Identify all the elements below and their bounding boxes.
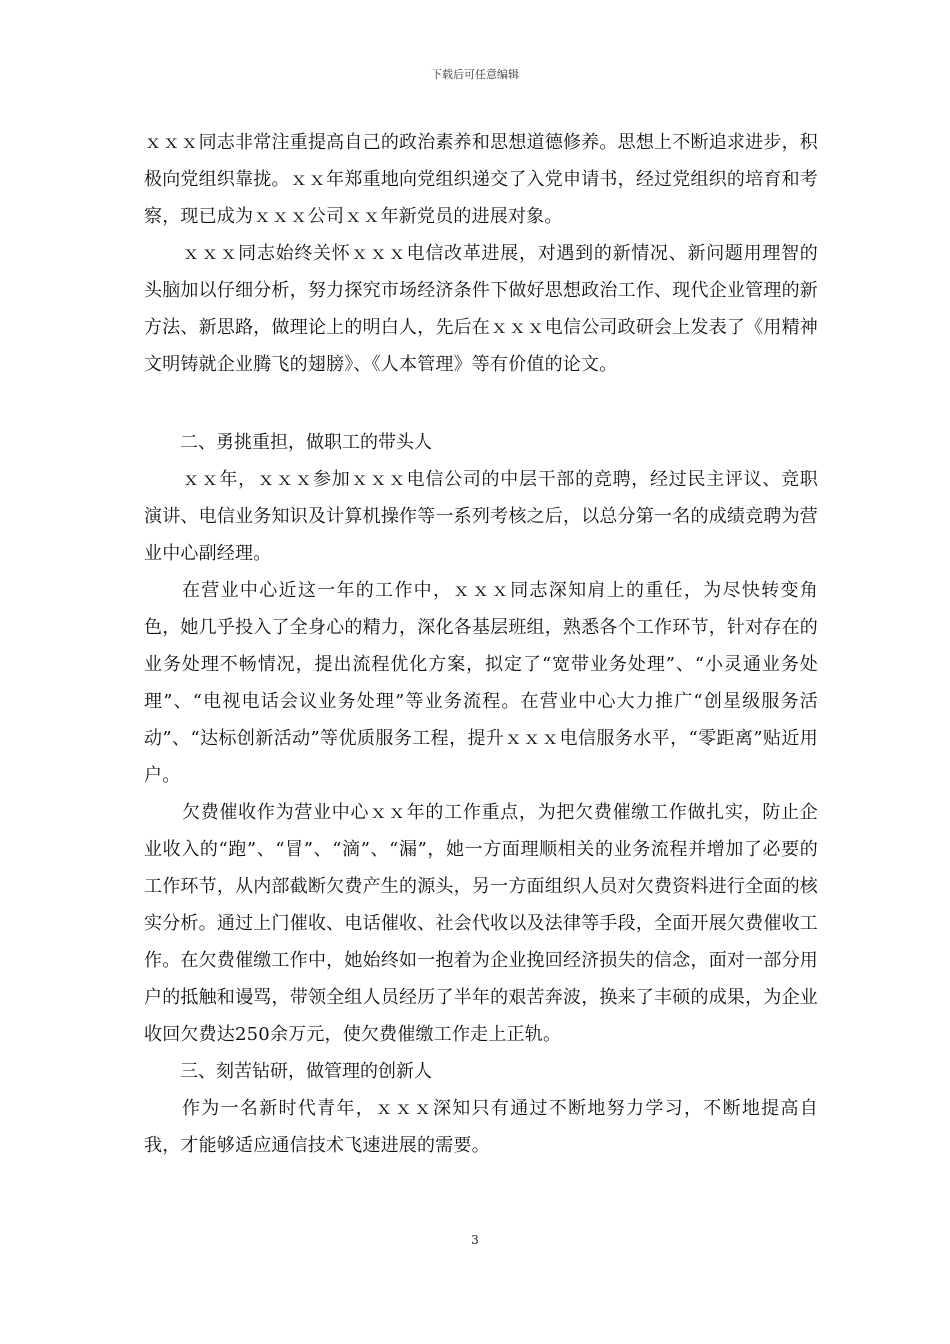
section-heading-3: 三、刻苦钻研，做管理的创新人 bbox=[180, 1061, 432, 1082]
section-heading-2: 二、勇挑重担，做职工的带头人 bbox=[180, 432, 432, 453]
paragraph-telecom-reform: ｘｘｘ同志始终关怀ｘｘｘ电信改革进展，对遇到的新情况、新问题用理智的头脑加以仔细分析，努力探究市场经济条件下做好思想政治工作、现代企业管理的新方法、新思路，做理论上的明白人，先后在ｘｘｘ电信公司政研会上发表了《用精神文明铸就企业腾飞的翅膀》、《人本管理》等有价值的论文。 bbox=[144, 243, 818, 375]
paragraph-promotion: ｘｘ年，ｘｘｘ参加ｘｘｘ电信公司的中层干部的竞聘，经过民主评议、竞职演讲、电信业务知识及计算机操作等一系列考核之后，以总分第一名的成绩竞聘为营业中心副经理。 bbox=[144, 469, 818, 564]
paragraph-learning: 作为一名新时代青年，ｘｘｘ深知只有通过不断地努力学习，不断地提高自我，才能够适应通信技术飞速进展的需要。 bbox=[144, 1098, 818, 1156]
page-header: 下载后可任意编辑 bbox=[431, 68, 519, 81]
page-number: 3 bbox=[471, 1233, 479, 1247]
paragraph-business-center: 在营业中心近这一年的工作中，ｘｘｘ同志深知肩上的重任，为尽快转变角色，她几乎投入了全身心的精力，深化各基层班组，熟悉各个工作环节，针对存在的业务处理不畅情况，提出流程优化方案，拟定了“宽带业务处理”、“小灵通业务处理”、“电视电话会议业务处理”等业务流程。在营业中心大力推广“创星级服务活动”、“达标创新活动”等优质服务工程，提升ｘｘｘ电信服务水平，“零距离”贴近用户。 bbox=[144, 580, 818, 786]
paragraph-political-quality: ｘｘｘ同志非常注重提高自己的政治素养和思想道德修养。思想上不断追求进步，积极向党组织靠拢。ｘｘ年郑重地向党组织递交了入党申请书，经过党组织的培育和考察，现已成为ｘｘｘ公司ｘｘ年新党员的进展对象。 bbox=[144, 132, 818, 227]
paragraph-arrears-collection: 欠费催收作为营业中心ｘｘ年的工作重点，为把欠费催缴工作做扎实，防止企业收入的“跑”、“冒”、“滴”、“漏”，她一方面理顺相关的业务流程并增加了必要的工作环节，从内部截断欠费产生的源头，另一方面组织人员对欠费资料进行全面的核实分析。通过上门催收、电话催收、社会代收以及法律等手段，全面开展欠费催收工作。在欠费催缴工作中，她始终如一抱着为企业挽回经济损失的信念，面对一部分用户的抵触和谩骂，带领全组人员经历了半年的艰苦奔波，换来了丰硕的成果，为企业收回欠费达250余万元，使欠费催缴工作走上正轨。 bbox=[144, 802, 818, 1045]
section-gap bbox=[144, 383, 818, 424]
document-body bbox=[144, 124, 818, 1164]
